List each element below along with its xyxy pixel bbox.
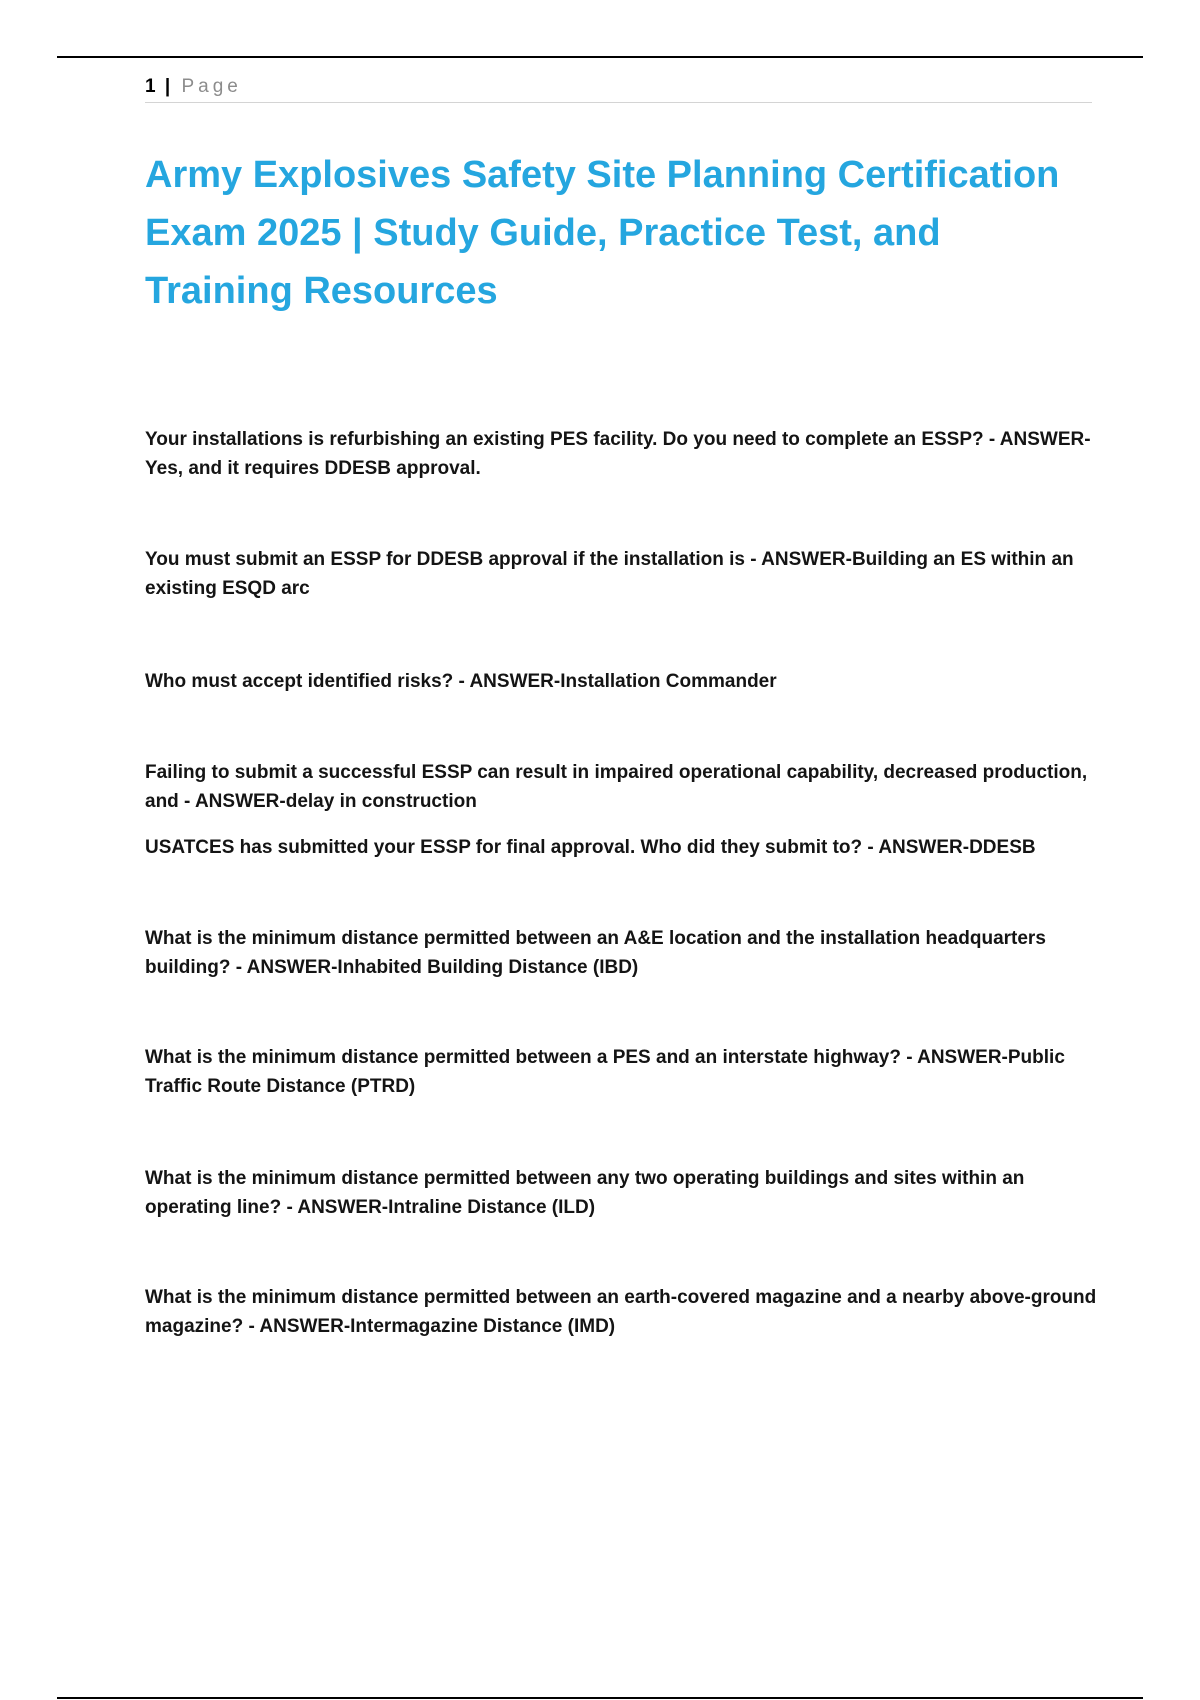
page-label: Page (181, 76, 242, 97)
document-title: Army Explosives Safety Site Planning Certification Exam 2025 | Study Guide, Practice Test, and Training Resources (145, 154, 1060, 312)
qa-item: You must submit an ESSP for DDESB approval if the installation is - ANSWER-Building an ES within an existing ESQD arc (145, 549, 1074, 599)
qa-item: Failing to submit a successful ESSP can result in impaired operational capability, decreased production, and - ANSWER-delay in construction (145, 762, 1088, 812)
qa-item: Your installations is refurbishing an existing PES facility. Do you need to complete an ESSP? - ANSWER-Yes, and it requires DDESB approval. (145, 429, 1091, 479)
qa-item: What is the minimum distance permitted between a PES and an interstate highway? - ANSWER-Public Traffic Route Distance (PTRD) (145, 1047, 1065, 1097)
page-number: 1 (145, 76, 156, 97)
bottom-rule (57, 1697, 1143, 1699)
qa-item: USATCES has submitted your ESSP for final approval. Who did they submit to? - ANSWER-DDESB (145, 837, 1036, 858)
qa-item: What is the minimum distance permitted between any two operating buildings and sites within an operating line? - ANSWER-Intraline Distance (ILD) (145, 1168, 1025, 1218)
qa-item: Who must accept identified risks? - ANSWER-Installation Commander (145, 671, 777, 692)
page-separator: | (164, 76, 171, 97)
page-header (145, 74, 1092, 103)
top-rule (57, 56, 1143, 58)
qa-item: What is the minimum distance permitted between an earth-covered magazine and a nearby above-ground magazine? - ANSWER-Intermagazine Distance (IMD) (145, 1287, 1097, 1337)
qa-item: What is the minimum distance permitted between an A&E location and the installation headquarters building? - ANSWER-Inhabited Building Distance (IBD) (145, 928, 1046, 978)
